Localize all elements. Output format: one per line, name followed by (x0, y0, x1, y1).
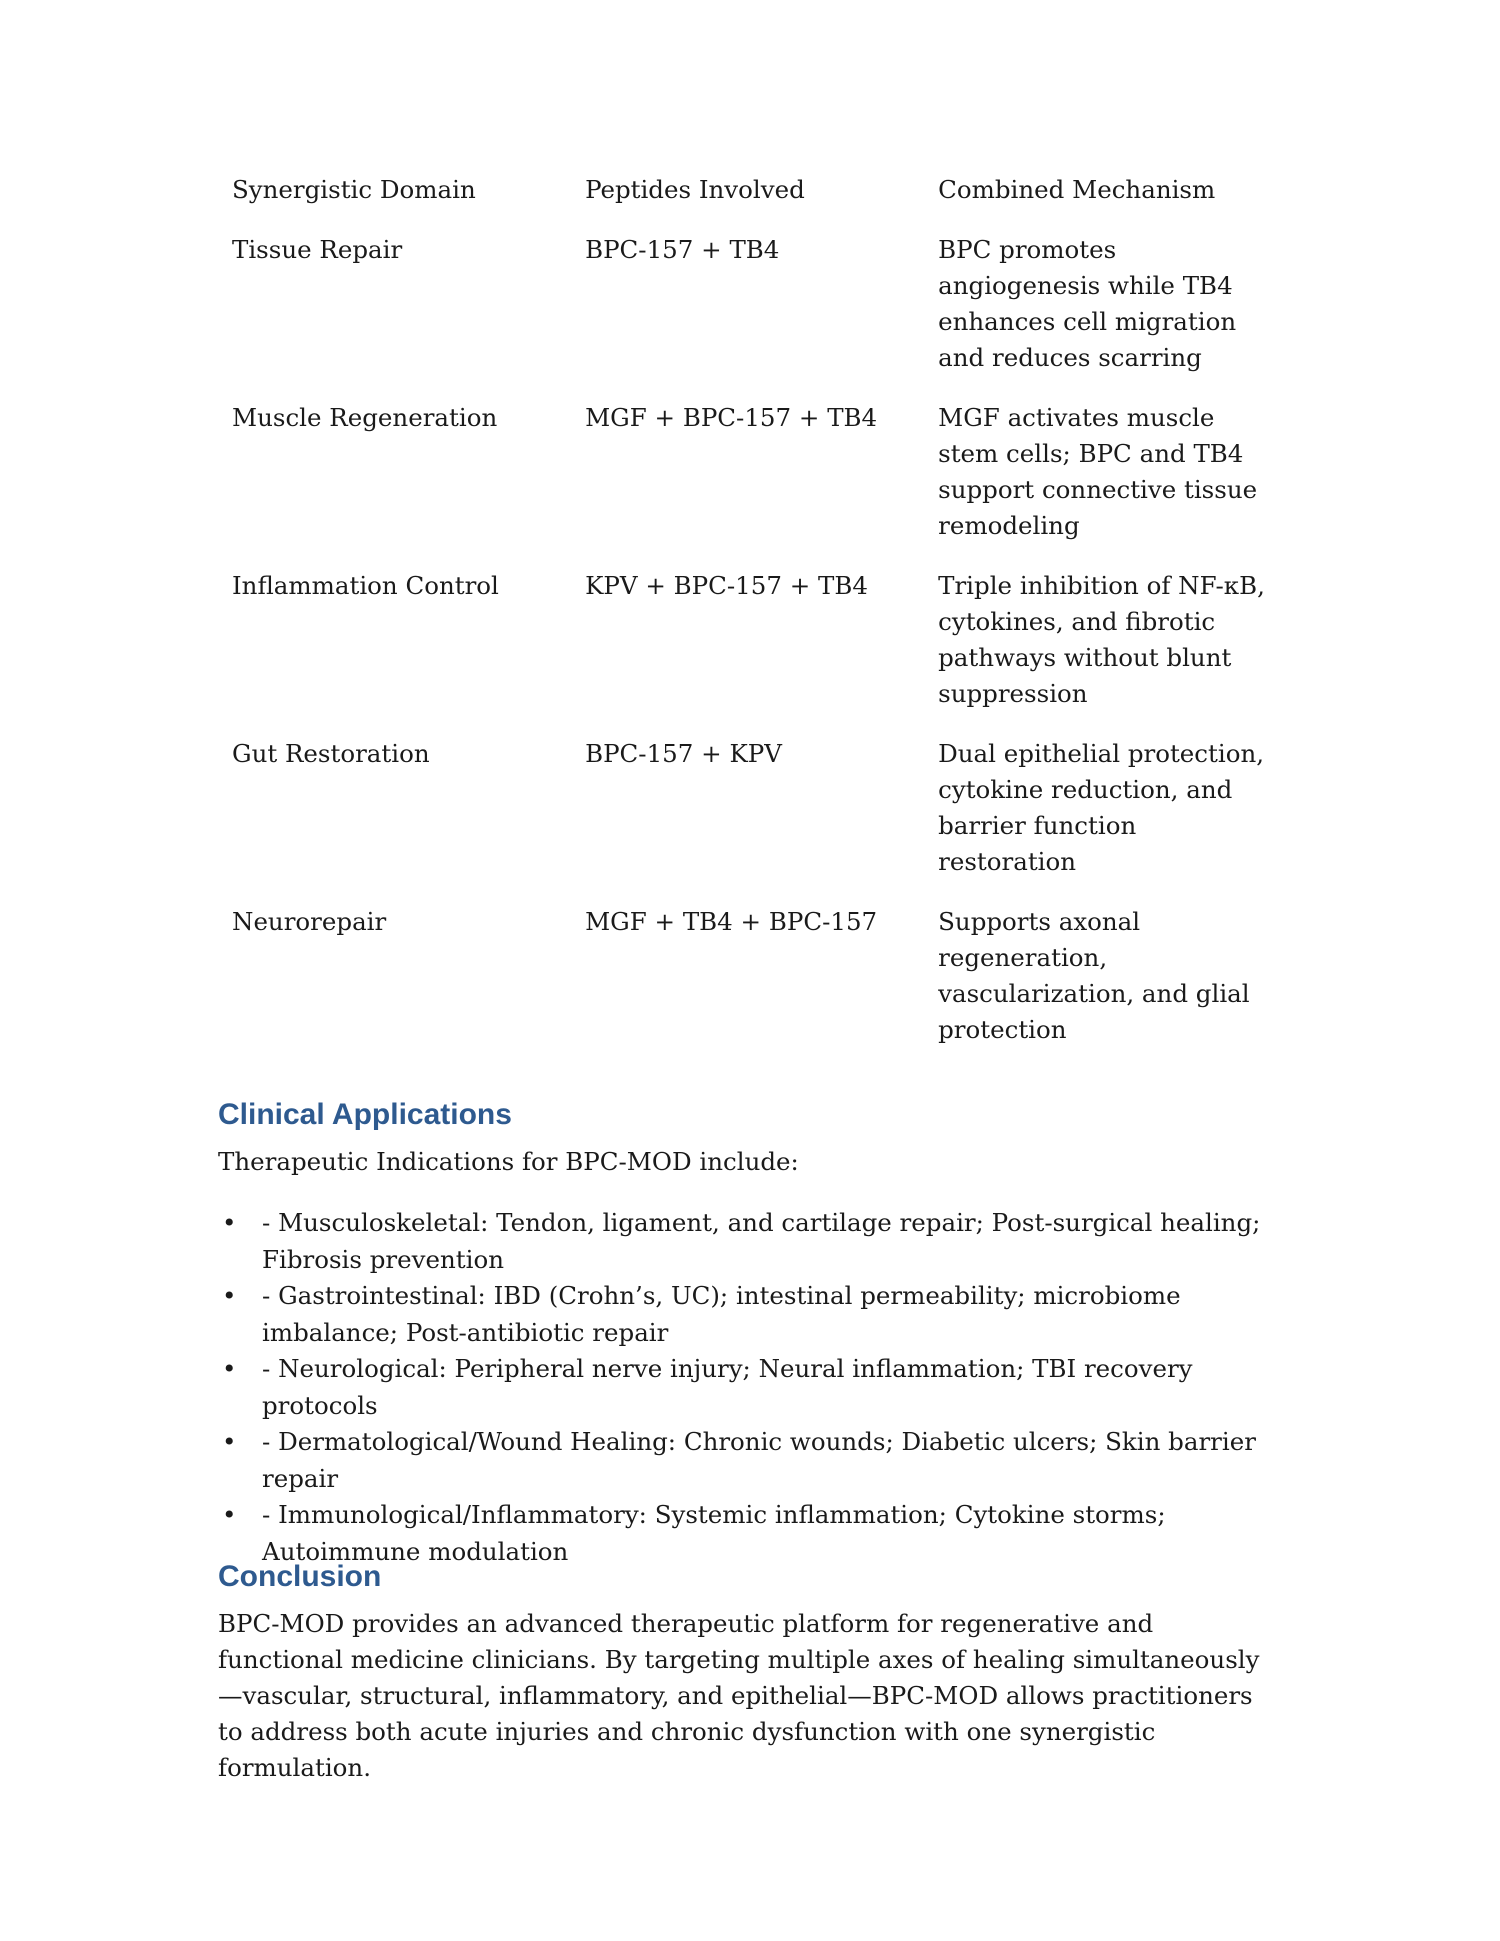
bullet-icon: • (222, 1500, 237, 1529)
synergy-table (232, 172, 1272, 1072)
list-item-text: - Dermatological/Wound Healing: Chronic wounds; Diabetic ulcers; Skin barrier repair (262, 1427, 1256, 1493)
cell-mechanism: MGF activates muscle stem cells; BPC and TB4 support connective tissue remodeling (938, 403, 1258, 540)
list-item (218, 1424, 1278, 1497)
cell-peptides: MGF + BPC-157 + TB4 (585, 403, 878, 432)
clinical-indications-list (218, 1205, 1278, 1570)
cell-domain: Inflammation Control (232, 571, 499, 600)
cell-mechanism: BPC promotes angiogenesis while TB4 enhances cell migration and reduces scarring (938, 235, 1237, 372)
table-row (232, 904, 1272, 1072)
list-item-text: - Musculoskeletal: Tendon, ligament, and cartilage repair; Post-surgical healing; Fibrosis prevention (262, 1208, 1261, 1274)
cell-peptides: MGF + TB4 + BPC-157 (585, 907, 878, 936)
column-header-domain: Synergistic Domain (232, 175, 476, 204)
table-header-row (232, 172, 1272, 232)
cell-domain: Neurorepair (232, 907, 387, 936)
clinical-intro-text: Therapeutic Indications for BPC-MOD include: (218, 1147, 799, 1176)
list-item (218, 1351, 1278, 1424)
column-header-mechanism: Combined Mechanism (938, 175, 1216, 204)
cell-mechanism: Triple inhibition of NF-κB, cytokines, and fibrotic pathways without blunt suppression (938, 571, 1265, 708)
list-item-text: - Gastrointestinal: IBD (Crohn’s, UC); intestinal permeability; microbiome imbalance; Post-antibiotic repair (262, 1281, 1181, 1347)
list-item-text: - Neurological: Peripheral nerve injury; Neural inflammation; TBI recovery protocols (262, 1354, 1193, 1420)
column-header-peptides: Peptides Involved (585, 175, 805, 204)
bullet-icon: • (222, 1427, 237, 1456)
bullet-icon: • (222, 1354, 237, 1383)
conclusion-body: BPC-MOD provides an advanced therapeutic platform for regenerative and functional medicine clinicians. By targeting multiple axes of healing simultaneously—vascular, structural, inflammatory, and epithelial—BPC-MOD allows practitioners to address both acute injuries and chronic dysfunction with one synergistic formulation. (218, 1609, 1260, 1782)
bullet-icon: • (222, 1208, 237, 1237)
cell-mechanism: Supports axonal regeneration, vascularization, and glial protection (938, 907, 1250, 1044)
table-row (232, 232, 1272, 400)
cell-peptides: BPC-157 + TB4 (585, 235, 780, 264)
conclusion-heading: Conclusion (218, 1560, 382, 1593)
list-item (218, 1278, 1278, 1351)
cell-peptides: KPV + BPC-157 + TB4 (585, 571, 868, 600)
list-item (218, 1205, 1278, 1278)
table-row (232, 736, 1272, 904)
clinical-applications-heading: Clinical Applications (218, 1098, 512, 1131)
bullet-icon: • (222, 1281, 237, 1310)
cell-domain: Muscle Regeneration (232, 403, 498, 432)
list-item-text: - Immunological/Inflammatory: Systemic inflammation; Cytokine storms; Autoimmune modulation (262, 1500, 1166, 1566)
table-row (232, 568, 1272, 736)
cell-peptides: BPC-157 + KPV (585, 739, 782, 768)
cell-domain: Gut Restoration (232, 739, 430, 768)
table-row (232, 400, 1272, 568)
cell-domain: Tissue Repair (232, 235, 403, 264)
cell-mechanism: Dual epithelial protection, cytokine reduction, and barrier function restoration (938, 739, 1265, 876)
